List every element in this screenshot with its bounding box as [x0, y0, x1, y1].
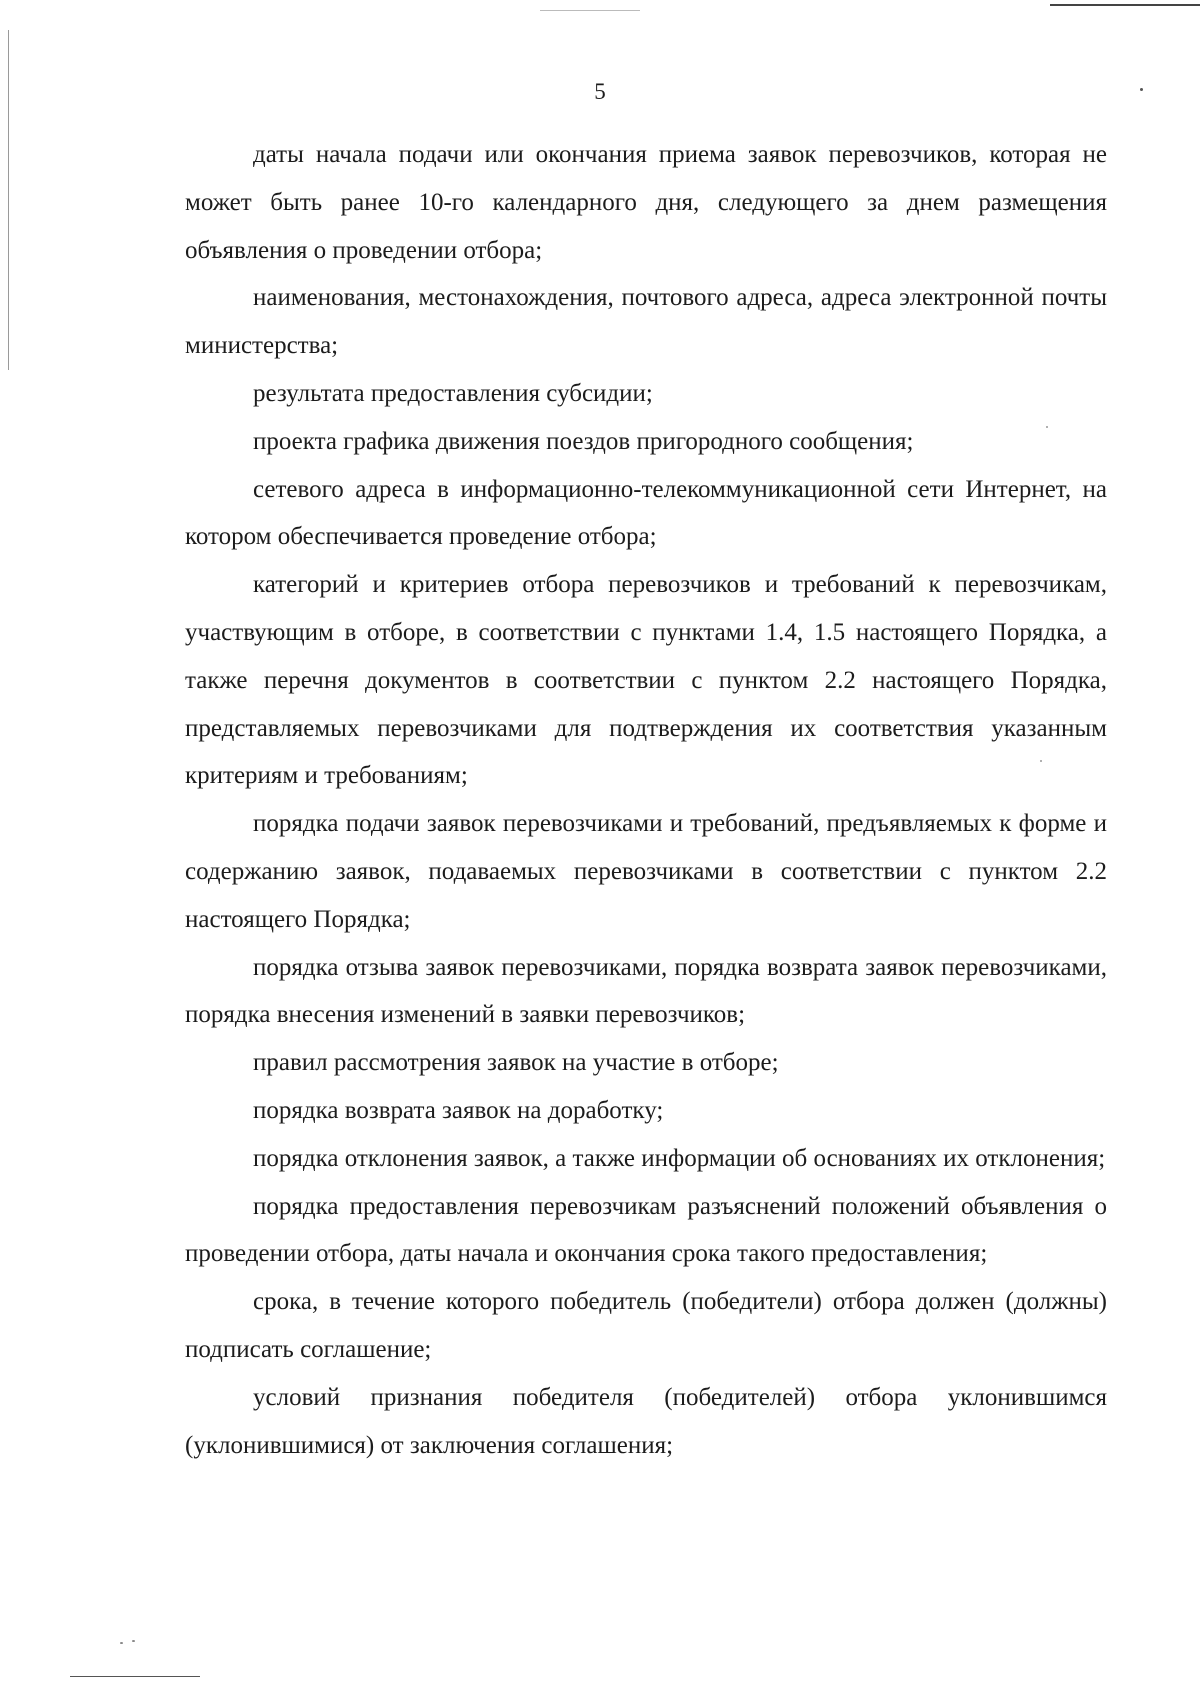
paragraph: правил рассмотрения заявок на участие в отборе; — [253, 1049, 779, 1077]
scan-artifact-bottom-rule — [70, 1676, 200, 1677]
paragraph: порядка подачи заявок перевозчиками и требований, предъявляемых к форме и содержанию заявок, подаваемых перевозчиками в соответствии с пунктом 2.2 настоящего Порядка; — [185, 810, 1107, 933]
paragraph: даты начала подачи или окончания приема заявок перевозчиков, которая не может быть ранее 10-го календарного дня, следующего за днем размещения объявления о проведении отбора; — [185, 141, 1107, 264]
paragraph: сетевого адреса в информационно-телекоммуникационной сети Интернет, на котором обеспечивается проведение отбора; — [185, 475, 1107, 551]
scan-artifact-top-rule-faint — [540, 10, 640, 11]
document-body — [185, 131, 1107, 1469]
paragraph: порядка возврата заявок на доработку; — [253, 1096, 664, 1124]
paragraph: порядка отклонения заявок, а также информации об основаниях их отклонения; — [253, 1144, 1106, 1172]
paragraph: порядка предоставления перевозчикам разъяснений положений объявления о проведении отбора, даты начала и окончания срока такого предоставления; — [185, 1192, 1107, 1268]
paragraph: проекта графика движения поездов пригородного сообщения; — [253, 427, 914, 455]
paragraph: порядка отзыва заявок перевозчиками, порядка возврата заявок перевозчиками, порядка внесения изменений в заявки перевозчиков; — [185, 953, 1107, 1029]
page-number: 5 — [594, 79, 606, 104]
scan-artifact-dot — [132, 1640, 135, 1642]
paragraph: срока, в течение которого победитель (победители) отбора должен (должны) подписать соглашение; — [185, 1288, 1107, 1363]
scan-artifact-top-rule — [1050, 4, 1200, 6]
paragraph: категорий и критериев отбора перевозчиков и требований к перевозчикам, участвующим в отборе, в соответствии с пунктами 1.4, 1.5 настоящего Порядка, а также перечня документов в соответствии с пунктом 2.2 настоящего Порядка, представляемых перевозчиками для подтверждения их соответствия указанным критериям и требованиям; — [185, 571, 1107, 790]
paragraph: результата предоставления субсидии; — [253, 379, 653, 407]
paragraph: наименования, местонахождения, почтового адреса, адреса электронной почты министерства; — [185, 284, 1107, 360]
paragraph: условий признания победителя (победителей) отбора уклонившимся (уклонившимися) от заключения соглашения; — [185, 1383, 1107, 1459]
scan-artifact-dot — [120, 1642, 123, 1644]
